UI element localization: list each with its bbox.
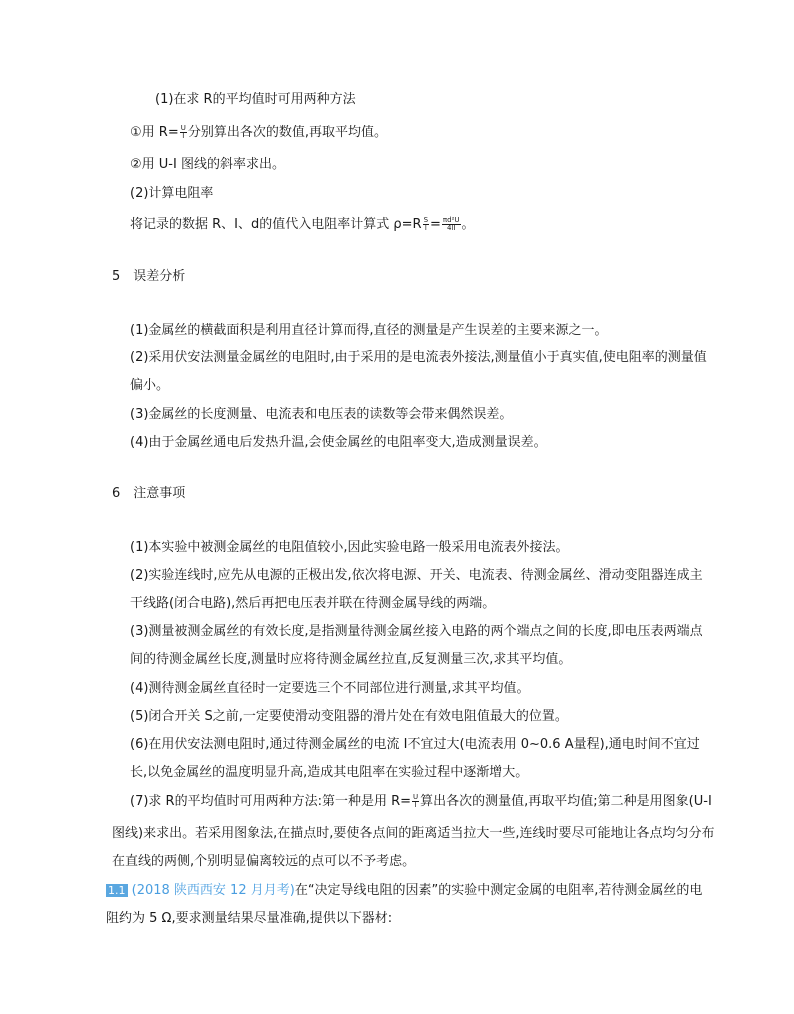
method-item-2: ②用 U-I 图线的斜率求出。 <box>130 157 285 172</box>
method-item-1-prefix: ①用 R= <box>130 125 179 140</box>
fraction-numerator: U <box>413 793 419 801</box>
note-7-line-3: 在直线的两侧,个别明显偏离较远的点可以不予考虑。 <box>112 854 416 869</box>
fraction-denominator: l <box>424 224 427 232</box>
fraction-u-over-i <box>180 125 187 140</box>
note-7-line-2: 图线)来求出。若采用图象法,在描点时,要使各点间的距离适当拉大一些,连线时要尽可能地让各点均匀分布 <box>112 826 715 841</box>
fraction-numerator: S <box>423 216 429 224</box>
calc-end: 。 <box>461 217 475 232</box>
calc-title: (2)计算电阻率 <box>130 186 214 201</box>
fraction-numerator: πd²U <box>442 216 460 224</box>
problem-line-1 <box>106 882 702 900</box>
error-item-3: (3)金属丝的长度测量、电流表和电压表的读数等会带来偶然误差。 <box>130 407 513 422</box>
note-7-line-1 <box>130 793 712 811</box>
error-item-4: (4)由于金属丝通电后发热升温,会使金属丝的电阻率变大,造成测量误差。 <box>130 435 547 450</box>
error-item-2-line-2: 偏小。 <box>130 378 170 393</box>
method-item-1 <box>130 124 387 142</box>
note-6-line-2: 长,以免金属丝的温度明显升高,造成其电阻率在实验过程中逐渐增大。 <box>130 765 529 780</box>
problem-number-badge: 1.1 <box>108 884 126 897</box>
note-6-line-1: (6)在用伏安法测电阻时,通过待测金属丝的电流 I不宜过大(电流表用 0~0.6 A量程),通电时间不宜过 <box>130 737 700 752</box>
fraction-resistivity <box>442 217 461 232</box>
fraction-u-over-i <box>412 794 419 809</box>
method-item-1-suffix: 分别算出各次的数值,再取平均值。 <box>187 125 387 140</box>
calc-formula-line <box>130 216 475 234</box>
note-3-line-1: (3)测量被测金属丝的有效长度,是指测量待测金属丝接入电路的两个端点之间的长度,即电压表两端点 <box>130 624 703 639</box>
note-7-suffix: 算出各次的测量值,再取平均值;第二种是用图象(U-I <box>420 794 712 809</box>
problem-source: (2018 陕西西安 12 月月考) <box>131 883 295 898</box>
note-1: (1)本实验中被测金属丝的电阻值较小,因此实验电路一般采用电流表外接法。 <box>130 540 569 555</box>
fraction-s-over-l <box>423 217 429 232</box>
fraction-denominator: 4lI <box>446 224 456 232</box>
method-intro: (1)在求 R的平均值时可用两种方法 <box>155 92 356 107</box>
fraction-denominator: I <box>414 801 417 809</box>
note-4: (4)测待测金属丝直径时一定要选三个不同部位进行测量,求其平均值。 <box>130 681 530 696</box>
note-5: (5)闭合开关 S之前,一定要使滑动变阻器的滑片处在有效电阻值最大的位置。 <box>130 709 568 724</box>
fraction-numerator: U <box>180 124 186 132</box>
note-3-line-2: 间的待测金属丝长度,测量时应将待测金属丝拉直,反复测量三次,求其平均值。 <box>130 652 572 667</box>
section-5-heading: 5 误差分析 <box>112 269 186 284</box>
problem-text-1: 在“决定导线电阻的因素”的实验中测定金属的电阻率,若待测金属丝的电 <box>294 883 703 898</box>
problem-line-2: 阻约为 5 Ω,要求测量结果尽量准确,提供以下器材: <box>106 911 393 926</box>
fraction-denominator: I <box>182 132 185 140</box>
error-item-2-line-1: (2)采用伏安法测量金属丝的电阻时,由于采用的是电流表外接法,测量值小于真实值,使电阻率的测量值 <box>130 350 707 365</box>
note-2-line-2: 干线路(闭合电路),然后再把电压表并联在待测金属导线的两端。 <box>130 596 496 611</box>
error-item-1: (1)金属丝的横截面积是利用直径计算而得,直径的测量是产生误差的主要来源之一。 <box>130 323 608 338</box>
note-2-line-1: (2)实验连线时,应先从电源的正极出发,依次将电源、开关、电流表、待测金属丝、滑动变阻器连成主 <box>130 568 703 583</box>
calc-equals: = <box>430 217 441 232</box>
note-7-prefix: (7)求 R的平均值时可用两种方法:第一种是用 R= <box>130 794 412 809</box>
calc-text: 将记录的数据 R、I、d的值代入电阻率计算式 ρ=R <box>130 217 422 232</box>
section-6-heading: 6 注意事项 <box>112 486 186 501</box>
